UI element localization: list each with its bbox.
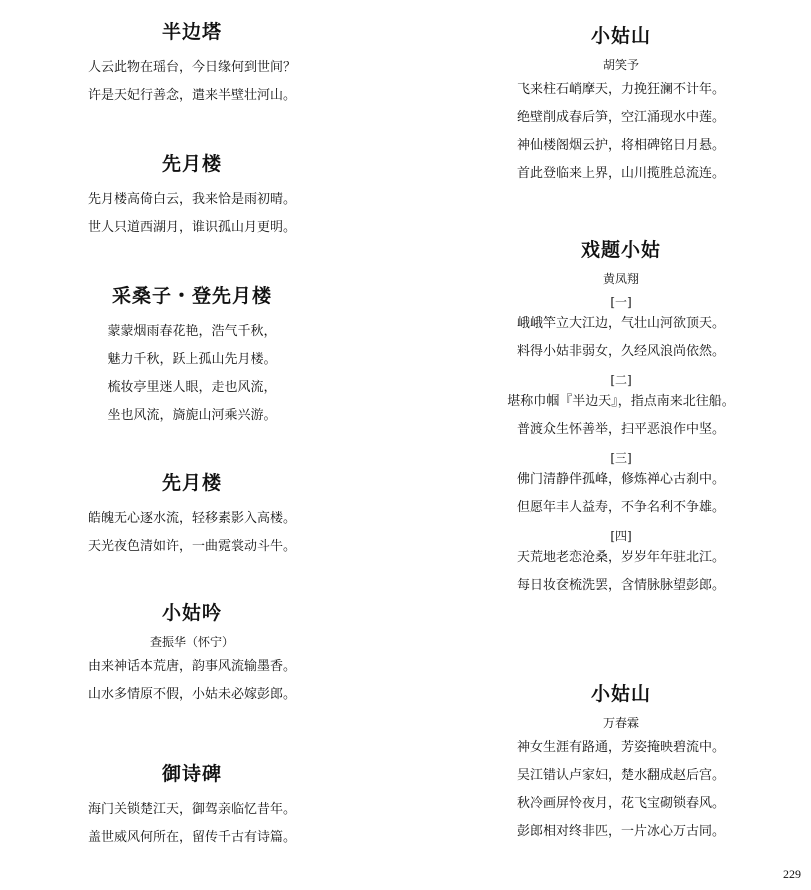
poem-ban-bian-ta <box>0 20 384 110</box>
poem-line: 首此登临来上界，山川揽胜总流连。 <box>516 166 725 181</box>
poem-line: 秋冷画屏怜夜月，花飞宝砌锁春风。 <box>516 796 725 811</box>
poem-body <box>0 54 384 110</box>
poem-line: 山水多情原不假，小姑未必嫁彭郎。 <box>87 687 296 702</box>
poem-line: 每日妆奁梳洗罢，含情脉脉望彭郎。 <box>516 578 725 593</box>
poem-line: 神仙楼阁烟云护，将相碑铭日月悬。 <box>516 138 725 153</box>
poem-line: 天光夜色清如许，一曲霓裳动斗牛。 <box>87 539 296 554</box>
poem-line: 天荒地老恋沧桑，岁岁年年驻北江。 <box>516 550 725 565</box>
poem-line: 飞来柱石峭摩天，力挽狂澜不计年。 <box>516 82 725 97</box>
poem-line: 世人只道西湖月，谁识孤山月更明。 <box>87 220 296 235</box>
poem-title: 先月楼 <box>161 472 222 494</box>
poem-xiao-gu-yin <box>0 601 384 709</box>
page-number: 229 <box>783 867 801 881</box>
poem-line: 料得小姑非弱女，久经风浪尚依然。 <box>516 344 725 359</box>
poem-title: 小姑吟 <box>161 602 222 624</box>
poem-xian-yue-lou-1 <box>0 152 384 242</box>
poem-line: 绝壁削成春后笋，空江涌现水中莲。 <box>516 110 725 125</box>
poem-line: 海门关锁楚江天，御驾亲临忆昔年。 <box>87 802 296 817</box>
poem-line: 佛门清静伴孤峰，修炼禅心古刹中。 <box>516 472 725 487</box>
poem-author: 胡笑予 <box>602 58 639 72</box>
poem-author: 万春霖 <box>602 716 639 730</box>
poem-body <box>448 76 794 188</box>
poem-line: 但愿年丰人益寿，不争名利不争雄。 <box>516 500 725 515</box>
poem-title: 小姑山 <box>590 25 651 47</box>
poem-line: 彭郎相对终非匹，一片冰心万古同。 <box>516 824 725 839</box>
poem-title: 先月楼 <box>161 153 222 175</box>
section-label: [一] <box>610 295 632 309</box>
poem-line: 盖世威风何所在，留传千古有诗篇。 <box>87 830 296 845</box>
poem-xiao-gu-shan-wan <box>448 682 794 846</box>
section-label: [二] <box>610 373 632 387</box>
poem-author: 查振华（怀宁） <box>149 635 234 649</box>
poem-line: 峨峨竿立大江边，气壮山河欲顶天。 <box>516 316 725 331</box>
poem-line: 吴江错认卢家妇，楚水翻成赵后宫。 <box>516 768 725 783</box>
poem-line: 皓魄无心逐水流，轻移素影入高楼。 <box>87 511 296 526</box>
poem-cai-sang-zi <box>0 284 384 430</box>
poem-line: 许是天妃行善念，遣来半壁壮河山。 <box>87 88 296 103</box>
poem-body <box>0 653 384 709</box>
poem-author: 黄凤翔 <box>602 272 639 286</box>
section-label: [四] <box>610 529 632 543</box>
poem-title: 戏题小姑 <box>580 239 661 261</box>
poem-body <box>448 734 794 846</box>
poem-body <box>0 796 384 852</box>
poem-body <box>0 318 384 430</box>
poem-title: 御诗碑 <box>161 763 222 785</box>
poem-line: 梳妆亭里迷人眼，走也风流， <box>107 380 277 395</box>
poem-line: 蒙蒙烟雨春花艳，浩气千秋， <box>107 324 277 339</box>
poem-line: 神女生涯有路通，芳姿掩映碧流中。 <box>516 740 725 755</box>
poem-line: 堪称巾帼『半边天』，指点南来北往船。 <box>507 394 735 409</box>
poem-yu-shi-bei <box>0 762 384 852</box>
poem-line: 由来神话本荒唐，韵事风流输墨香。 <box>87 659 296 674</box>
poem-xi-ti-xiao-gu <box>448 238 794 600</box>
poem-line: 魅力千秋，跃上孤山先月楼。 <box>107 352 277 367</box>
poem-line: 坐也风流，旖旎山河乘兴游。 <box>107 408 277 423</box>
poem-body <box>0 505 384 561</box>
poem-xiao-gu-shan-hu <box>448 24 794 188</box>
poem-line: 普渡众生怀善举，扫平恶浪作中坚。 <box>516 422 725 437</box>
poem-title: 半边塔 <box>161 21 222 43</box>
poem-line: 先月楼高倚白云，我来恰是雨初晴。 <box>87 192 296 207</box>
poem-line: 人云此物在瑶台，今日缘何到世间？ <box>87 60 296 75</box>
poem-title: 采桑子・登先月楼 <box>111 285 272 307</box>
poem-xian-yue-lou-2 <box>0 471 384 561</box>
poem-title: 小姑山 <box>590 683 651 705</box>
poem-body <box>0 186 384 242</box>
section-label: [三] <box>610 451 632 465</box>
